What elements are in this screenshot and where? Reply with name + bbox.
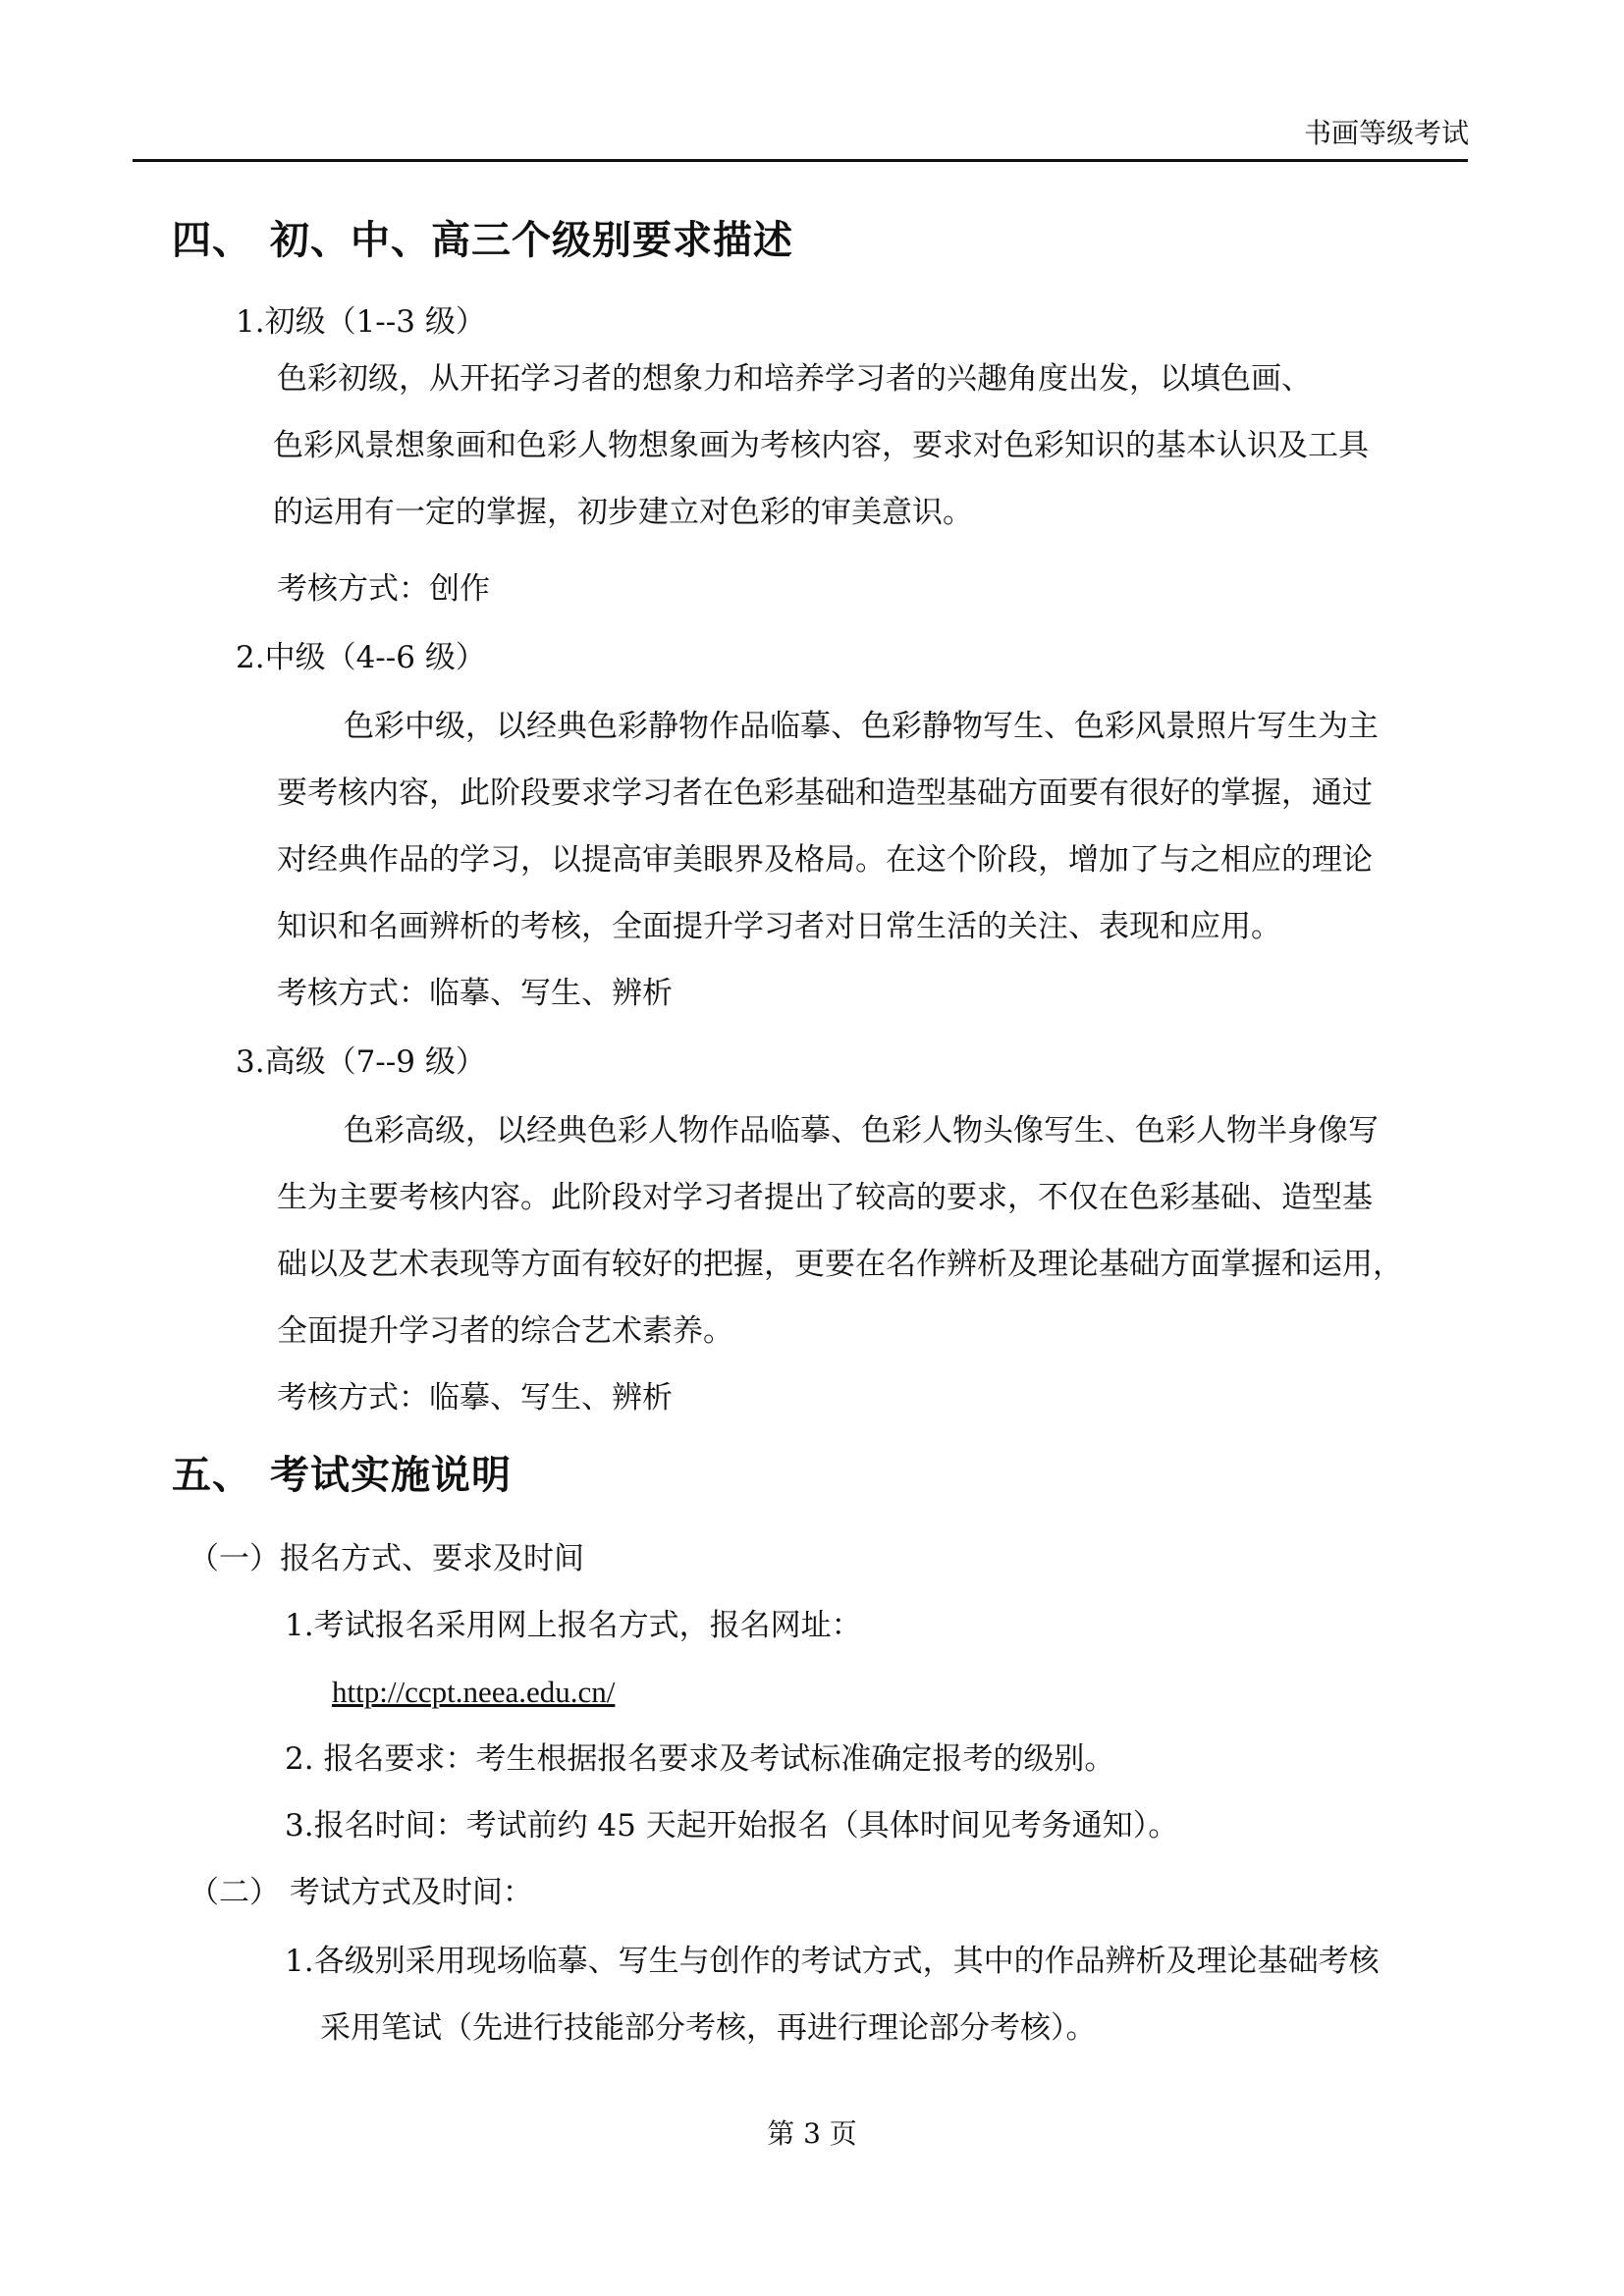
subsection-1-heading: （一）报名方式、要求及时间	[189, 1541, 584, 1576]
paragraph-line: 对经典作品的学习，以提高审美眼界及格局。在这个阶段，增加了与之相应的理论	[277, 842, 1373, 878]
level-2-paragraph-cont	[277, 760, 1373, 960]
registration-url-link[interactable]: http://ccpt.neea.edu.cn/	[332, 1675, 616, 1709]
level-2-heading: 2.中级（4--6 级）	[236, 640, 486, 675]
registration-item-2: 2. 报名要求：考生根据报名要求及考试标准确定报考的级别。	[285, 1741, 1115, 1777]
section-5-title: 考试实施说明	[270, 1453, 512, 1498]
paragraph-line: 色彩风景想象画和色彩人物想象画为考核内容，要求对色彩知识的基本认识及工具	[273, 428, 1369, 463]
section-4-number: 四、	[172, 218, 252, 263]
paragraph-line: 全面提升学习者的综合艺术素养。	[277, 1313, 733, 1349]
paragraph-line: 知识和名画辨析的考核，全面提升学习者对日常生活的关注、表现和应用。	[277, 909, 1281, 944]
level-1-paragraph-cont	[273, 412, 1465, 546]
paragraph-line: 色彩高级，以经典色彩人物作品临摹、色彩人物头像写生、色彩人物半身像写	[344, 1113, 1379, 1148]
registration-item-1: 1.考试报名采用网上报名方式，报名网址：	[285, 1608, 862, 1643]
header-divider	[133, 159, 1468, 162]
level-1-heading: 1.初级（1--3 级）	[236, 304, 486, 340]
page-number: 第 3 页	[767, 2117, 857, 2150]
paragraph-line: 础以及艺术表现等方面有较好的把握，更要在名作辨析及理论基础方面掌握和运用，	[277, 1247, 1403, 1282]
level-3-paragraph-cont	[277, 1164, 1403, 1364]
section-5-heading	[172, 1451, 512, 1500]
section-4-heading	[172, 216, 793, 265]
level-3-heading: 3.高级（7--9 级）	[236, 1044, 486, 1080]
level-1-paragraph	[277, 346, 1312, 412]
document-header-title: 书画等级考试	[1303, 117, 1469, 149]
exam-method-item-1-line-2: 采用笔试（先进行技能部分考核，再进行理论部分考核）。	[320, 2010, 1097, 2046]
level-3-paragraph	[344, 1097, 1379, 1164]
paragraph-line: 要考核内容，此阶段要求学习者在色彩基础和造型基础方面要有很好的掌握，通过	[277, 775, 1373, 811]
paragraph-line: 色彩中级，以经典色彩静物作品临摹、色彩静物写生、色彩风景照片写生为主	[344, 709, 1379, 744]
level-2-paragraph	[344, 693, 1379, 760]
paragraph-line: 的运用有一定的掌握，初步建立对色彩的审美意识。	[273, 495, 973, 530]
registration-item-3: 3.报名时间：考试前约 45 天起开始报名（具体时间见考务通知）。	[285, 1808, 1179, 1843]
section-4-title: 初、中、高三个级别要求描述	[270, 218, 793, 263]
paragraph-line: 色彩初级，从开拓学习者的想象力和培养学习者的兴趣角度出发，以填色画、	[277, 361, 1312, 397]
level-2-method: 考核方式：临摹、写生、辨析	[277, 976, 673, 1011]
level-1-method: 考核方式：创作	[277, 571, 490, 607]
subsection-2-heading: （二） 考试方式及时间：	[189, 1875, 533, 1910]
section-5-number: 五、	[172, 1453, 252, 1498]
exam-method-item-1-line-1: 1.各级别采用现场临摹、写生与创作的考试方式，其中的作品辨析及理论基础考核	[285, 1944, 1380, 1979]
paragraph-line: 生为主要考核内容。此阶段对学习者提出了较高的要求，不仅在色彩基础、造型基	[277, 1180, 1373, 1215]
level-3-method: 考核方式：临摹、写生、辨析	[277, 1380, 673, 1415]
